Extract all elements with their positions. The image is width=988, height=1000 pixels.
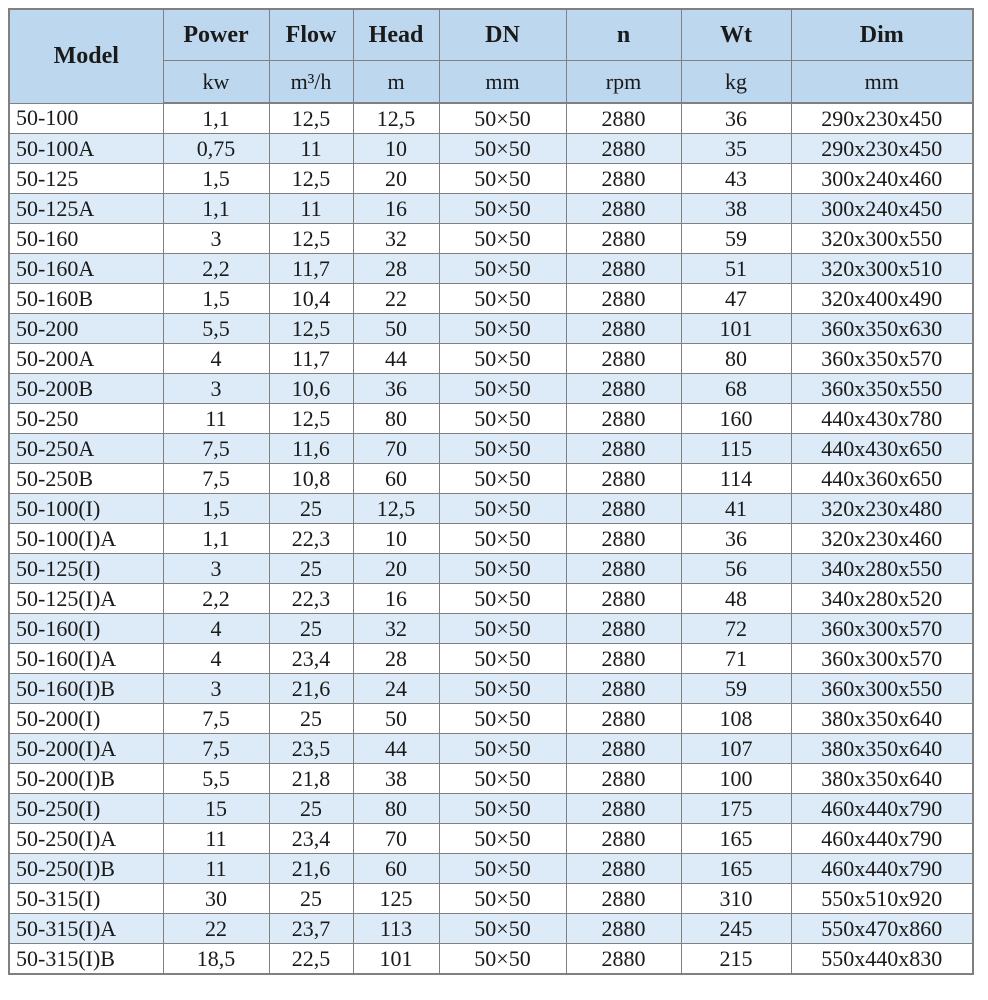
table-row xyxy=(9,674,973,704)
table-header xyxy=(9,9,973,103)
head-cell: 70 xyxy=(353,434,439,464)
dn-cell: 50×50 xyxy=(439,284,566,314)
head-cell: 10 xyxy=(353,524,439,554)
dim-cell: 460x440x790 xyxy=(791,854,973,884)
power-cell: 5,5 xyxy=(163,314,269,344)
dim-cell: 290x230x450 xyxy=(791,103,973,134)
power-cell: 11 xyxy=(163,404,269,434)
unit-dn: mm xyxy=(439,61,566,104)
power-cell: 4 xyxy=(163,614,269,644)
column-header-n: n xyxy=(566,9,681,61)
power-cell: 2,2 xyxy=(163,584,269,614)
dn-cell: 50×50 xyxy=(439,884,566,914)
table-row xyxy=(9,854,973,884)
dim-cell: 460x440x790 xyxy=(791,824,973,854)
dn-cell: 50×50 xyxy=(439,554,566,584)
wt-cell: 115 xyxy=(681,434,791,464)
power-cell: 15 xyxy=(163,794,269,824)
power-cell: 4 xyxy=(163,644,269,674)
wt-cell: 165 xyxy=(681,824,791,854)
table-row xyxy=(9,284,973,314)
dim-cell: 320x230x480 xyxy=(791,494,973,524)
dim-cell: 550x510x920 xyxy=(791,884,973,914)
power-cell: 11 xyxy=(163,824,269,854)
wt-cell: 107 xyxy=(681,734,791,764)
dim-cell: 360x300x570 xyxy=(791,644,973,674)
flow-cell: 22,5 xyxy=(269,944,353,975)
power-cell: 30 xyxy=(163,884,269,914)
wt-cell: 72 xyxy=(681,614,791,644)
model-cell: 50-315(I)B xyxy=(9,944,163,975)
dn-cell: 50×50 xyxy=(439,464,566,494)
dn-cell: 50×50 xyxy=(439,854,566,884)
dn-cell: 50×50 xyxy=(439,344,566,374)
wt-cell: 36 xyxy=(681,524,791,554)
dim-cell: 360x300x570 xyxy=(791,614,973,644)
dim-cell: 360x300x550 xyxy=(791,674,973,704)
model-cell: 50-315(I)A xyxy=(9,914,163,944)
wt-cell: 160 xyxy=(681,404,791,434)
head-cell: 12,5 xyxy=(353,494,439,524)
dn-cell: 50×50 xyxy=(439,134,566,164)
n-cell: 2880 xyxy=(566,434,681,464)
flow-cell: 25 xyxy=(269,704,353,734)
model-cell: 50-125(I) xyxy=(9,554,163,584)
dn-cell: 50×50 xyxy=(439,944,566,975)
wt-cell: 43 xyxy=(681,164,791,194)
dn-cell: 50×50 xyxy=(439,254,566,284)
head-cell: 50 xyxy=(353,704,439,734)
table-row xyxy=(9,944,973,975)
n-cell: 2880 xyxy=(566,704,681,734)
model-cell: 50-250(I) xyxy=(9,794,163,824)
flow-cell: 22,3 xyxy=(269,584,353,614)
power-cell: 4 xyxy=(163,344,269,374)
flow-cell: 11,7 xyxy=(269,344,353,374)
head-cell: 101 xyxy=(353,944,439,975)
dn-cell: 50×50 xyxy=(439,914,566,944)
head-cell: 12,5 xyxy=(353,103,439,134)
dim-cell: 380x350x640 xyxy=(791,704,973,734)
table-row xyxy=(9,103,973,134)
power-cell: 7,5 xyxy=(163,734,269,764)
dn-cell: 50×50 xyxy=(439,434,566,464)
flow-cell: 23,4 xyxy=(269,644,353,674)
unit-n: rpm xyxy=(566,61,681,104)
table-row xyxy=(9,194,973,224)
head-cell: 32 xyxy=(353,224,439,254)
head-cell: 10 xyxy=(353,134,439,164)
n-cell: 2880 xyxy=(566,644,681,674)
model-cell: 50-315(I) xyxy=(9,884,163,914)
flow-cell: 25 xyxy=(269,494,353,524)
dim-cell: 360x350x630 xyxy=(791,314,973,344)
flow-cell: 11 xyxy=(269,134,353,164)
column-header-dn: DN xyxy=(439,9,566,61)
model-cell: 50-100(I)A xyxy=(9,524,163,554)
dim-cell: 440x430x650 xyxy=(791,434,973,464)
head-cell: 32 xyxy=(353,614,439,644)
wt-cell: 59 xyxy=(681,674,791,704)
n-cell: 2880 xyxy=(566,914,681,944)
n-cell: 2880 xyxy=(566,134,681,164)
head-cell: 22 xyxy=(353,284,439,314)
power-cell: 7,5 xyxy=(163,434,269,464)
model-cell: 50-200(I) xyxy=(9,704,163,734)
model-cell: 50-250B xyxy=(9,464,163,494)
flow-cell: 22,3 xyxy=(269,524,353,554)
n-cell: 2880 xyxy=(566,524,681,554)
flow-cell: 25 xyxy=(269,554,353,584)
dn-cell: 50×50 xyxy=(439,704,566,734)
dim-cell: 290x230x450 xyxy=(791,134,973,164)
wt-cell: 41 xyxy=(681,494,791,524)
n-cell: 2880 xyxy=(566,854,681,884)
model-cell: 50-125A xyxy=(9,194,163,224)
dn-cell: 50×50 xyxy=(439,164,566,194)
table-row xyxy=(9,554,973,584)
dim-cell: 320x300x550 xyxy=(791,224,973,254)
flow-cell: 25 xyxy=(269,794,353,824)
column-header-head: Head xyxy=(353,9,439,61)
flow-cell: 10,4 xyxy=(269,284,353,314)
dim-cell: 300x240x460 xyxy=(791,164,973,194)
head-cell: 16 xyxy=(353,194,439,224)
power-cell: 1,1 xyxy=(163,194,269,224)
dim-cell: 300x240x450 xyxy=(791,194,973,224)
dim-cell: 340x280x520 xyxy=(791,584,973,614)
flow-cell: 12,5 xyxy=(269,103,353,134)
wt-cell: 310 xyxy=(681,884,791,914)
n-cell: 2880 xyxy=(566,734,681,764)
head-cell: 28 xyxy=(353,254,439,284)
table-row xyxy=(9,794,973,824)
dim-cell: 360x350x550 xyxy=(791,374,973,404)
model-cell: 50-200A xyxy=(9,344,163,374)
table-body xyxy=(9,103,973,974)
unit-dim: mm xyxy=(791,61,973,104)
dn-cell: 50×50 xyxy=(439,644,566,674)
dn-cell: 50×50 xyxy=(439,103,566,134)
column-header-power: Power xyxy=(163,9,269,61)
dn-cell: 50×50 xyxy=(439,824,566,854)
pump-spec-table xyxy=(8,8,974,975)
dim-cell: 460x440x790 xyxy=(791,794,973,824)
dim-cell: 440x430x780 xyxy=(791,404,973,434)
head-cell: 38 xyxy=(353,764,439,794)
table-row xyxy=(9,614,973,644)
model-cell: 50-100(I) xyxy=(9,494,163,524)
n-cell: 2880 xyxy=(566,374,681,404)
wt-cell: 36 xyxy=(681,103,791,134)
unit-head: m xyxy=(353,61,439,104)
table-row xyxy=(9,884,973,914)
flow-cell: 23,7 xyxy=(269,914,353,944)
wt-cell: 108 xyxy=(681,704,791,734)
dn-cell: 50×50 xyxy=(439,764,566,794)
flow-cell: 11,6 xyxy=(269,434,353,464)
power-cell: 1,5 xyxy=(163,494,269,524)
model-cell: 50-250(I)B xyxy=(9,854,163,884)
power-cell: 2,2 xyxy=(163,254,269,284)
n-cell: 2880 xyxy=(566,554,681,584)
flow-cell: 12,5 xyxy=(269,314,353,344)
table-row xyxy=(9,434,973,464)
head-cell: 50 xyxy=(353,314,439,344)
head-cell: 28 xyxy=(353,644,439,674)
head-cell: 60 xyxy=(353,464,439,494)
head-cell: 80 xyxy=(353,404,439,434)
table-row xyxy=(9,824,973,854)
model-cell: 50-160A xyxy=(9,254,163,284)
n-cell: 2880 xyxy=(566,674,681,704)
power-cell: 5,5 xyxy=(163,764,269,794)
dim-cell: 340x280x550 xyxy=(791,554,973,584)
column-header-dim: Dim xyxy=(791,9,973,61)
dn-cell: 50×50 xyxy=(439,674,566,704)
dim-cell: 440x360x650 xyxy=(791,464,973,494)
n-cell: 2880 xyxy=(566,224,681,254)
table-row xyxy=(9,374,973,404)
model-cell: 50-100A xyxy=(9,134,163,164)
model-cell: 50-100 xyxy=(9,103,163,134)
model-cell: 50-250(I)A xyxy=(9,824,163,854)
power-cell: 1,5 xyxy=(163,164,269,194)
table-row xyxy=(9,734,973,764)
flow-cell: 21,8 xyxy=(269,764,353,794)
table-row xyxy=(9,164,973,194)
table-row xyxy=(9,404,973,434)
n-cell: 2880 xyxy=(566,494,681,524)
flow-cell: 21,6 xyxy=(269,674,353,704)
unit-power: kw xyxy=(163,61,269,104)
power-cell: 3 xyxy=(163,674,269,704)
dim-cell: 550x440x830 xyxy=(791,944,973,975)
flow-cell: 25 xyxy=(269,884,353,914)
model-cell: 50-160(I)A xyxy=(9,644,163,674)
n-cell: 2880 xyxy=(566,584,681,614)
model-cell: 50-160 xyxy=(9,224,163,254)
power-cell: 1,5 xyxy=(163,284,269,314)
n-cell: 2880 xyxy=(566,404,681,434)
n-cell: 2880 xyxy=(566,314,681,344)
head-cell: 44 xyxy=(353,344,439,374)
table-row xyxy=(9,704,973,734)
power-cell: 3 xyxy=(163,374,269,404)
wt-cell: 165 xyxy=(681,854,791,884)
n-cell: 2880 xyxy=(566,194,681,224)
n-cell: 2880 xyxy=(566,164,681,194)
power-cell: 1,1 xyxy=(163,103,269,134)
table-row xyxy=(9,344,973,374)
dn-cell: 50×50 xyxy=(439,404,566,434)
dn-cell: 50×50 xyxy=(439,314,566,344)
table-row xyxy=(9,254,973,284)
dim-cell: 320x300x510 xyxy=(791,254,973,284)
table-row xyxy=(9,764,973,794)
wt-cell: 47 xyxy=(681,284,791,314)
column-header-flow: Flow xyxy=(269,9,353,61)
column-header-model: Model xyxy=(9,9,163,103)
power-cell: 7,5 xyxy=(163,464,269,494)
power-cell: 18,5 xyxy=(163,944,269,975)
dn-cell: 50×50 xyxy=(439,224,566,254)
header-label-row xyxy=(9,9,973,61)
flow-cell: 12,5 xyxy=(269,404,353,434)
wt-cell: 80 xyxy=(681,344,791,374)
table-row xyxy=(9,524,973,554)
n-cell: 2880 xyxy=(566,464,681,494)
n-cell: 2880 xyxy=(566,944,681,975)
wt-cell: 101 xyxy=(681,314,791,344)
table-row xyxy=(9,494,973,524)
n-cell: 2880 xyxy=(566,614,681,644)
head-cell: 113 xyxy=(353,914,439,944)
n-cell: 2880 xyxy=(566,764,681,794)
wt-cell: 245 xyxy=(681,914,791,944)
n-cell: 2880 xyxy=(566,254,681,284)
head-cell: 20 xyxy=(353,164,439,194)
wt-cell: 35 xyxy=(681,134,791,164)
table-row xyxy=(9,914,973,944)
flow-cell: 11 xyxy=(269,194,353,224)
dn-cell: 50×50 xyxy=(439,614,566,644)
head-cell: 80 xyxy=(353,794,439,824)
model-cell: 50-160B xyxy=(9,284,163,314)
dim-cell: 380x350x640 xyxy=(791,764,973,794)
n-cell: 2880 xyxy=(566,284,681,314)
power-cell: 11 xyxy=(163,854,269,884)
wt-cell: 175 xyxy=(681,794,791,824)
wt-cell: 71 xyxy=(681,644,791,674)
table-row xyxy=(9,644,973,674)
n-cell: 2880 xyxy=(566,103,681,134)
model-cell: 50-160(I) xyxy=(9,614,163,644)
n-cell: 2880 xyxy=(566,884,681,914)
dn-cell: 50×50 xyxy=(439,734,566,764)
wt-cell: 100 xyxy=(681,764,791,794)
wt-cell: 59 xyxy=(681,224,791,254)
model-cell: 50-160(I)B xyxy=(9,674,163,704)
dn-cell: 50×50 xyxy=(439,794,566,824)
n-cell: 2880 xyxy=(566,794,681,824)
dim-cell: 550x470x860 xyxy=(791,914,973,944)
flow-cell: 10,6 xyxy=(269,374,353,404)
wt-cell: 68 xyxy=(681,374,791,404)
head-cell: 20 xyxy=(353,554,439,584)
flow-cell: 23,5 xyxy=(269,734,353,764)
flow-cell: 11,7 xyxy=(269,254,353,284)
dim-cell: 320x230x460 xyxy=(791,524,973,554)
flow-cell: 23,4 xyxy=(269,824,353,854)
table-row xyxy=(9,134,973,164)
head-cell: 36 xyxy=(353,374,439,404)
n-cell: 2880 xyxy=(566,824,681,854)
flow-cell: 12,5 xyxy=(269,164,353,194)
power-cell: 3 xyxy=(163,554,269,584)
power-cell: 7,5 xyxy=(163,704,269,734)
table-row xyxy=(9,224,973,254)
wt-cell: 48 xyxy=(681,584,791,614)
head-cell: 44 xyxy=(353,734,439,764)
dim-cell: 320x400x490 xyxy=(791,284,973,314)
head-cell: 24 xyxy=(353,674,439,704)
model-cell: 50-200(I)A xyxy=(9,734,163,764)
power-cell: 1,1 xyxy=(163,524,269,554)
dn-cell: 50×50 xyxy=(439,584,566,614)
flow-cell: 12,5 xyxy=(269,224,353,254)
model-cell: 50-200 xyxy=(9,314,163,344)
model-cell: 50-200B xyxy=(9,374,163,404)
wt-cell: 51 xyxy=(681,254,791,284)
wt-cell: 38 xyxy=(681,194,791,224)
model-cell: 50-125 xyxy=(9,164,163,194)
flow-cell: 21,6 xyxy=(269,854,353,884)
flow-cell: 25 xyxy=(269,614,353,644)
unit-wt: kg xyxy=(681,61,791,104)
dim-cell: 360x350x570 xyxy=(791,344,973,374)
model-cell: 50-200(I)B xyxy=(9,764,163,794)
n-cell: 2880 xyxy=(566,344,681,374)
model-cell: 50-250A xyxy=(9,434,163,464)
table-row xyxy=(9,464,973,494)
dn-cell: 50×50 xyxy=(439,374,566,404)
model-cell: 50-125(I)A xyxy=(9,584,163,614)
power-cell: 3 xyxy=(163,224,269,254)
flow-cell: 10,8 xyxy=(269,464,353,494)
wt-cell: 56 xyxy=(681,554,791,584)
dim-cell: 380x350x640 xyxy=(791,734,973,764)
power-cell: 0,75 xyxy=(163,134,269,164)
head-cell: 60 xyxy=(353,854,439,884)
power-cell: 22 xyxy=(163,914,269,944)
dn-cell: 50×50 xyxy=(439,524,566,554)
head-cell: 125 xyxy=(353,884,439,914)
wt-cell: 114 xyxy=(681,464,791,494)
head-cell: 16 xyxy=(353,584,439,614)
wt-cell: 215 xyxy=(681,944,791,975)
unit-flow: m³/h xyxy=(269,61,353,104)
table-row xyxy=(9,584,973,614)
head-cell: 70 xyxy=(353,824,439,854)
dn-cell: 50×50 xyxy=(439,494,566,524)
column-header-wt: Wt xyxy=(681,9,791,61)
dn-cell: 50×50 xyxy=(439,194,566,224)
model-cell: 50-250 xyxy=(9,404,163,434)
table-row xyxy=(9,314,973,344)
